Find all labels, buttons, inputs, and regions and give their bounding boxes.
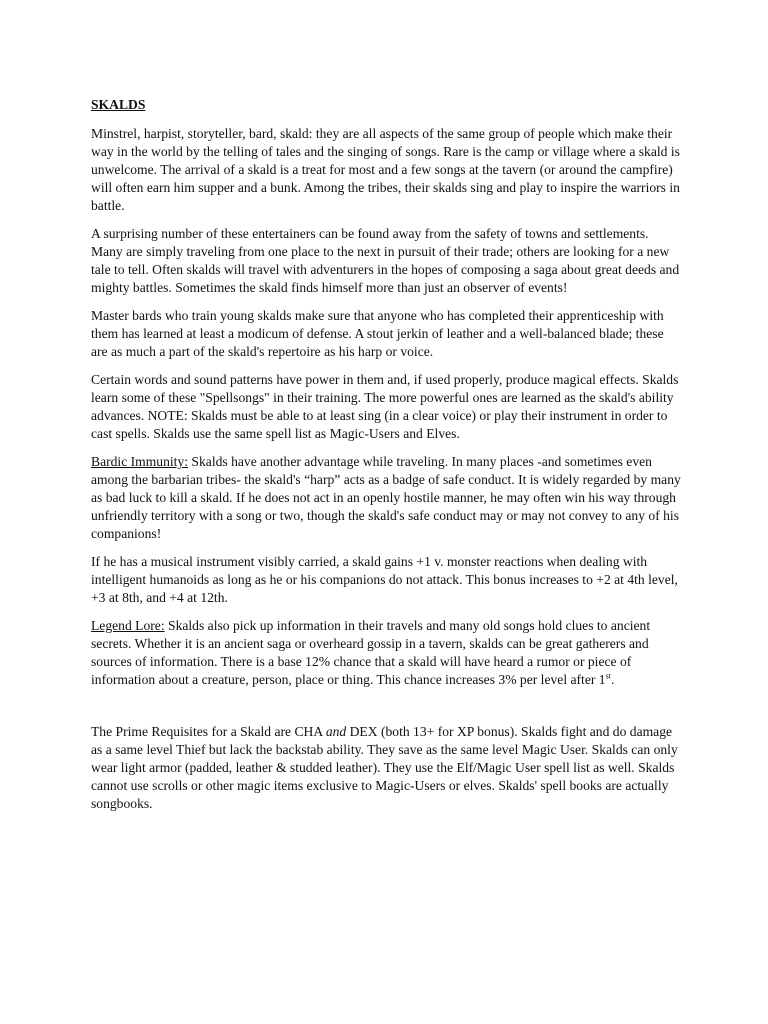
bardic-immunity-label: Bardic Immunity:	[91, 454, 189, 469]
paragraph-intro: Minstrel, harpist, storyteller, bard, skald: they are all aspects of the same group of people which make their way in the world by the telling of tales and the singing of songs. Rare is the camp or village where a skald is unwelcome. The arrival of a skald is a treat for most and a few songs at the tavern (or around the campfire) will often earn him supper and a bunk. Among the tribes, their skalds sing and play to inspire the warriors in battle.	[91, 126, 680, 213]
prime-requisites-italic: and	[325, 724, 347, 739]
legend-lore-text: Skalds also pick up information in their travels and many old songs hold clues to ancient secrets. Whether it is an ancient saga or overheard gossip in a tavern, skalds can be great gatherers and sources of information. There is a base 12% chance that a skald will have heard a rumor or piece of information about a creature, person, place or thing. This chance increases 3% per level after 1	[91, 618, 651, 687]
paragraph-reactions: If he has a musical instrument visibly carried, a skald gains +1 v. monster reactions when dealing with intelligent humanoids as long as he or his companions do not attack. This bonus increases to +2 at 4th level, +3 at 8th, and +4 at 12th.	[91, 554, 678, 605]
legend-lore-label: Legend Lore:	[91, 618, 165, 633]
document-page	[91, 96, 681, 823]
paragraph-defense: Master bards who train young skalds make sure that anyone who has completed their apprenticeship with them has learned at least a modicum of defense. A stout jerkin of leather and a well-balanced blade; these are as much a part of the skald's repertoire as his harp or voice.	[91, 308, 664, 359]
legend-lore-end: .	[610, 672, 615, 687]
paragraph-prime-requisites	[91, 723, 681, 813]
document-title: SKALDS	[91, 97, 146, 112]
blank-gap	[91, 699, 681, 723]
prime-requisites-after: DEX (both 13+ for XP bonus). Skalds fight and do damage as a same level Thief but lack the backstab ability. They save as the same level Magic User. Skalds can only wear light armor (padded, leather & studded leather). They use the Elf/Magic User spell list as well. Skalds cannot use scrolls or other magic items exclusive to Magic-Users or elves. Skalds' spell books are actually songbooks.	[91, 724, 678, 811]
paragraph-legend-lore	[91, 617, 681, 689]
paragraph-travel: A surprising number of these entertainers can be found away from the safety of towns and settlements. Many are simply traveling from one place to the next in pursuit of their trade; others are looking for a new tale to tell. Often skalds will travel with adventurers in the hopes of composing a saga about great deeds and mighty battles. Sometimes the skald finds himself more than just an observer of events!	[91, 226, 680, 295]
legend-lore-superscript: st	[605, 671, 611, 681]
prime-requisites-before: The Prime Requisites for a Skald are CHA	[91, 724, 326, 739]
paragraph-bardic-immunity	[91, 453, 681, 543]
bardic-immunity-text: Skalds have another advantage while traveling. In many places -and sometimes even among the barbarian tribes- the skald's “harp” acts as a badge of safe conduct. It is widely regarded by many as bad luck to kill a skald. If he does not act in an openly hostile manner, he may often win his way through unfriendly territory with a song or two, though the skald's safe conduct may or may not convey to any of his companions!	[91, 454, 681, 541]
paragraph-spellsongs: Certain words and sound patterns have power in them and, if used properly, produce magical effects. Skalds learn some of these "Spellsongs" in their training. The more powerful ones are learned as the skald's ability advances. NOTE: Skalds must be able to at least sing (in a clear voice) or play their instrument in order to cast spells. Skalds use the same spell list as Magic-Users and Elves.	[91, 372, 679, 441]
